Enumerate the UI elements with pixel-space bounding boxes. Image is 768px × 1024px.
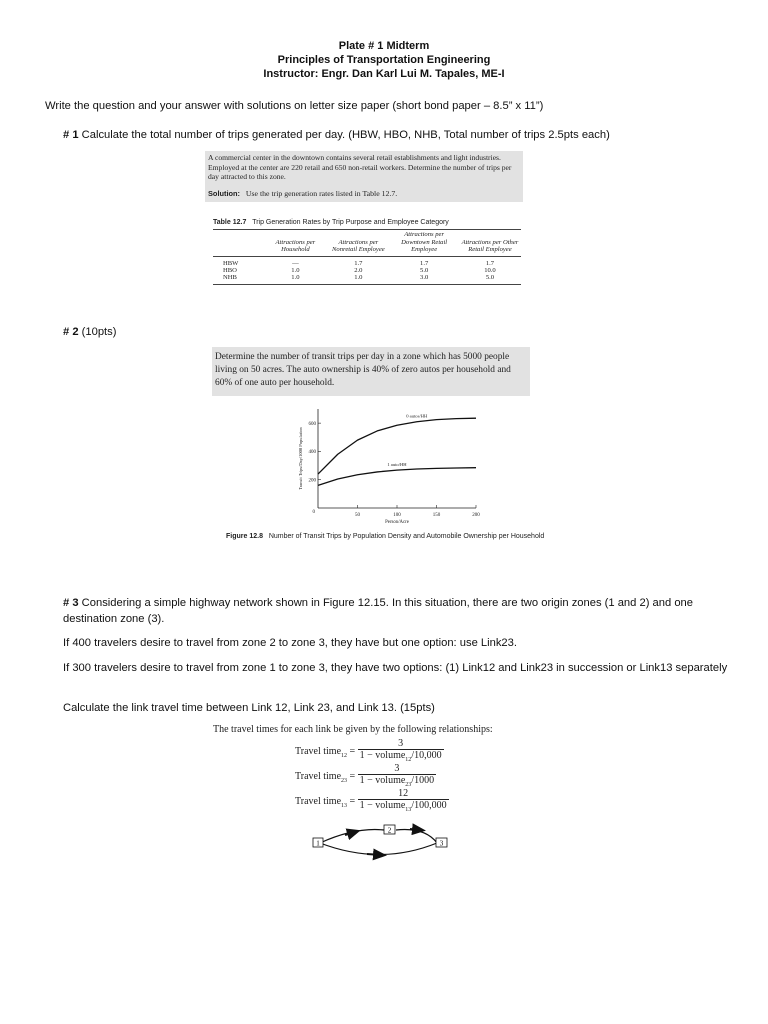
node-1-label: 1 xyxy=(316,839,320,848)
chart-plot-area xyxy=(298,409,480,525)
question-2 xyxy=(63,324,117,340)
table-cell: 1.7 xyxy=(354,259,363,267)
table-12-7-caption xyxy=(213,219,449,226)
q1-problem-box xyxy=(205,151,523,202)
table-header: Attractions per Other Retail Employee xyxy=(461,238,519,253)
highway-network-diagram xyxy=(305,820,455,862)
equation-link-13 xyxy=(295,789,449,816)
q1-solution-label: Solution: xyxy=(208,189,241,198)
link-23-arrow xyxy=(410,829,420,830)
equation-lhs: Travel time$_{13}$ = xyxy=(295,796,356,809)
question-3-para-3: If 300 travelers desire to travel from zone 1 to zone 3, they have two options: (1) Link12 and Link23 in succession or Link13 separately xyxy=(63,662,728,674)
node-2-label: 2 xyxy=(387,826,392,835)
link-13-arrow xyxy=(367,854,381,855)
table-cell: 1.7 xyxy=(485,259,495,267)
table-header: Attractions per Downtown Retail Employee xyxy=(401,231,448,253)
travel-time-intro: The travel times for each link be given by the following relationships: xyxy=(213,724,493,735)
table-row xyxy=(213,267,521,274)
series-line-1-auto xyxy=(318,468,476,486)
table-header xyxy=(213,231,263,256)
question-2-points: (10pts) xyxy=(78,326,117,338)
table-cell: 3.0 xyxy=(420,273,429,281)
question-3-para-4: Calculate the link travel time between Link 12, Link 23, and Link 13. (15pts) xyxy=(63,702,435,714)
instructor-line: Instructor: Engr. Dan Karl Lui M. Tapales, ME-I xyxy=(263,68,505,80)
series-label: 0 autos/HH xyxy=(406,413,428,419)
equation-fraction: $\frac{3}{1 - volume_{12}/10,000}$ xyxy=(359,738,442,763)
table-cell: HBW xyxy=(223,259,239,267)
figure-12-8-title: Number of Transit Trips by Population Density and Automobile Ownership per Household xyxy=(268,533,545,540)
equation-fraction: $\frac{12}{1 - volume_{13}/100,000}$ xyxy=(359,788,447,813)
table-row xyxy=(213,274,521,285)
link-12 xyxy=(320,830,384,843)
x-tick-label: 100 xyxy=(393,513,401,518)
equation-lhs: Travel time$_{12}$ = xyxy=(295,746,356,759)
table-cell: 2.0 xyxy=(354,266,363,274)
table-cell: 1.7 xyxy=(420,259,429,267)
table-12-7-label: Table 12.7 xyxy=(213,219,247,226)
table-cell: 5.0 xyxy=(485,273,495,281)
table-cell: HBO xyxy=(223,266,237,274)
question-3-intro: Considering a simple highway network shown in Figure 12.15. In this situation, there are two origin zones (1 and 2) and one destination zone (3). xyxy=(63,597,693,625)
link-23 xyxy=(396,830,437,843)
origin-label: 0 xyxy=(312,510,315,515)
table-cell: 1.0 xyxy=(291,273,300,281)
q2-problem-text: Determine the number of transit trips per day in a zone which has 5000 people living on 50 acres. The auto ownership is 40% of zero autos per household and 60% of one auto per household. xyxy=(215,352,511,388)
table-cell: 10.0 xyxy=(484,266,496,274)
question-3-number: # 3 xyxy=(63,597,79,609)
y-axis-label: Transit Trips/Day/1000 Population xyxy=(298,427,303,490)
series-label: 1 auto/HH xyxy=(387,462,407,468)
plate-title: Plate # 1 Midterm xyxy=(338,40,430,52)
q1-solution xyxy=(208,189,397,199)
question-1-text: Calculate the total number of trips generated per day. (HBW, HBO, NHB, Total number of trips 2.5pts each) xyxy=(78,129,610,141)
x-tick-label: 50 xyxy=(355,513,360,518)
trip-generation-table xyxy=(213,231,521,285)
y-tick-label: 600 xyxy=(308,421,316,427)
x-tick-label: 200 xyxy=(472,513,480,518)
table-header: Attractions per Household xyxy=(275,238,316,253)
table-cell: 1.0 xyxy=(291,266,300,274)
transit-trips-chart xyxy=(290,405,500,530)
table-row xyxy=(213,256,521,267)
y-tick-label: 200 xyxy=(308,478,316,484)
question-1 xyxy=(63,127,753,143)
table-cell: — xyxy=(292,259,299,267)
course-title: Principles of Transportation Engineering xyxy=(277,54,491,66)
table-top-rule xyxy=(213,229,521,230)
table-cell: NHB xyxy=(223,273,237,281)
equation-link-23 xyxy=(295,764,436,791)
table-12-7 xyxy=(213,231,521,285)
equation-lhs: Travel time$_{23}$ = xyxy=(295,771,356,784)
equation-fraction: $\frac{3}{1 - volume_{23}/1000}$ xyxy=(359,763,435,788)
question-3 xyxy=(63,595,738,627)
figure-12-8-label: Figure 12.8 xyxy=(226,533,263,540)
x-axis-label: Person/Acre xyxy=(385,520,409,525)
figure-12-8-caption xyxy=(226,532,546,541)
link-13 xyxy=(320,843,437,855)
q1-problem-text: A commercial center in the downtown contains several retail establishments and light industries. Employed at the center are 220 retail and 650 non-retail workers. Determine the number of trips per day attracted to this zone. xyxy=(208,153,512,181)
table-cell: 5.0 xyxy=(420,266,429,274)
y-tick-label: 400 xyxy=(308,450,316,456)
x-tick-label: 150 xyxy=(432,513,441,518)
question-3-para-2: If 400 travelers desire to travel from zone 2 to zone 3, they have but one option: use Link23. xyxy=(63,637,517,649)
table-cell: 1.0 xyxy=(354,273,363,281)
table-12-7-title: Trip Generation Rates by Trip Purpose and Employee Category xyxy=(252,219,449,226)
table-header-row xyxy=(213,231,521,256)
q2-problem-box xyxy=(212,347,530,396)
question-2-number: # 2 xyxy=(63,326,79,338)
node-3-label: 3 xyxy=(439,839,444,848)
question-1-number: # 1 xyxy=(63,129,79,141)
instruction-text: Write the question and your answer with solutions on letter size paper (short bond paper – 8.5” x 11”) xyxy=(45,100,544,112)
table-header: Attractions per Nonretail Employee xyxy=(332,238,385,253)
equation-link-12 xyxy=(295,739,444,766)
q1-solution-text: Use the trip generation rates listed in Table 12.7. xyxy=(245,189,398,198)
